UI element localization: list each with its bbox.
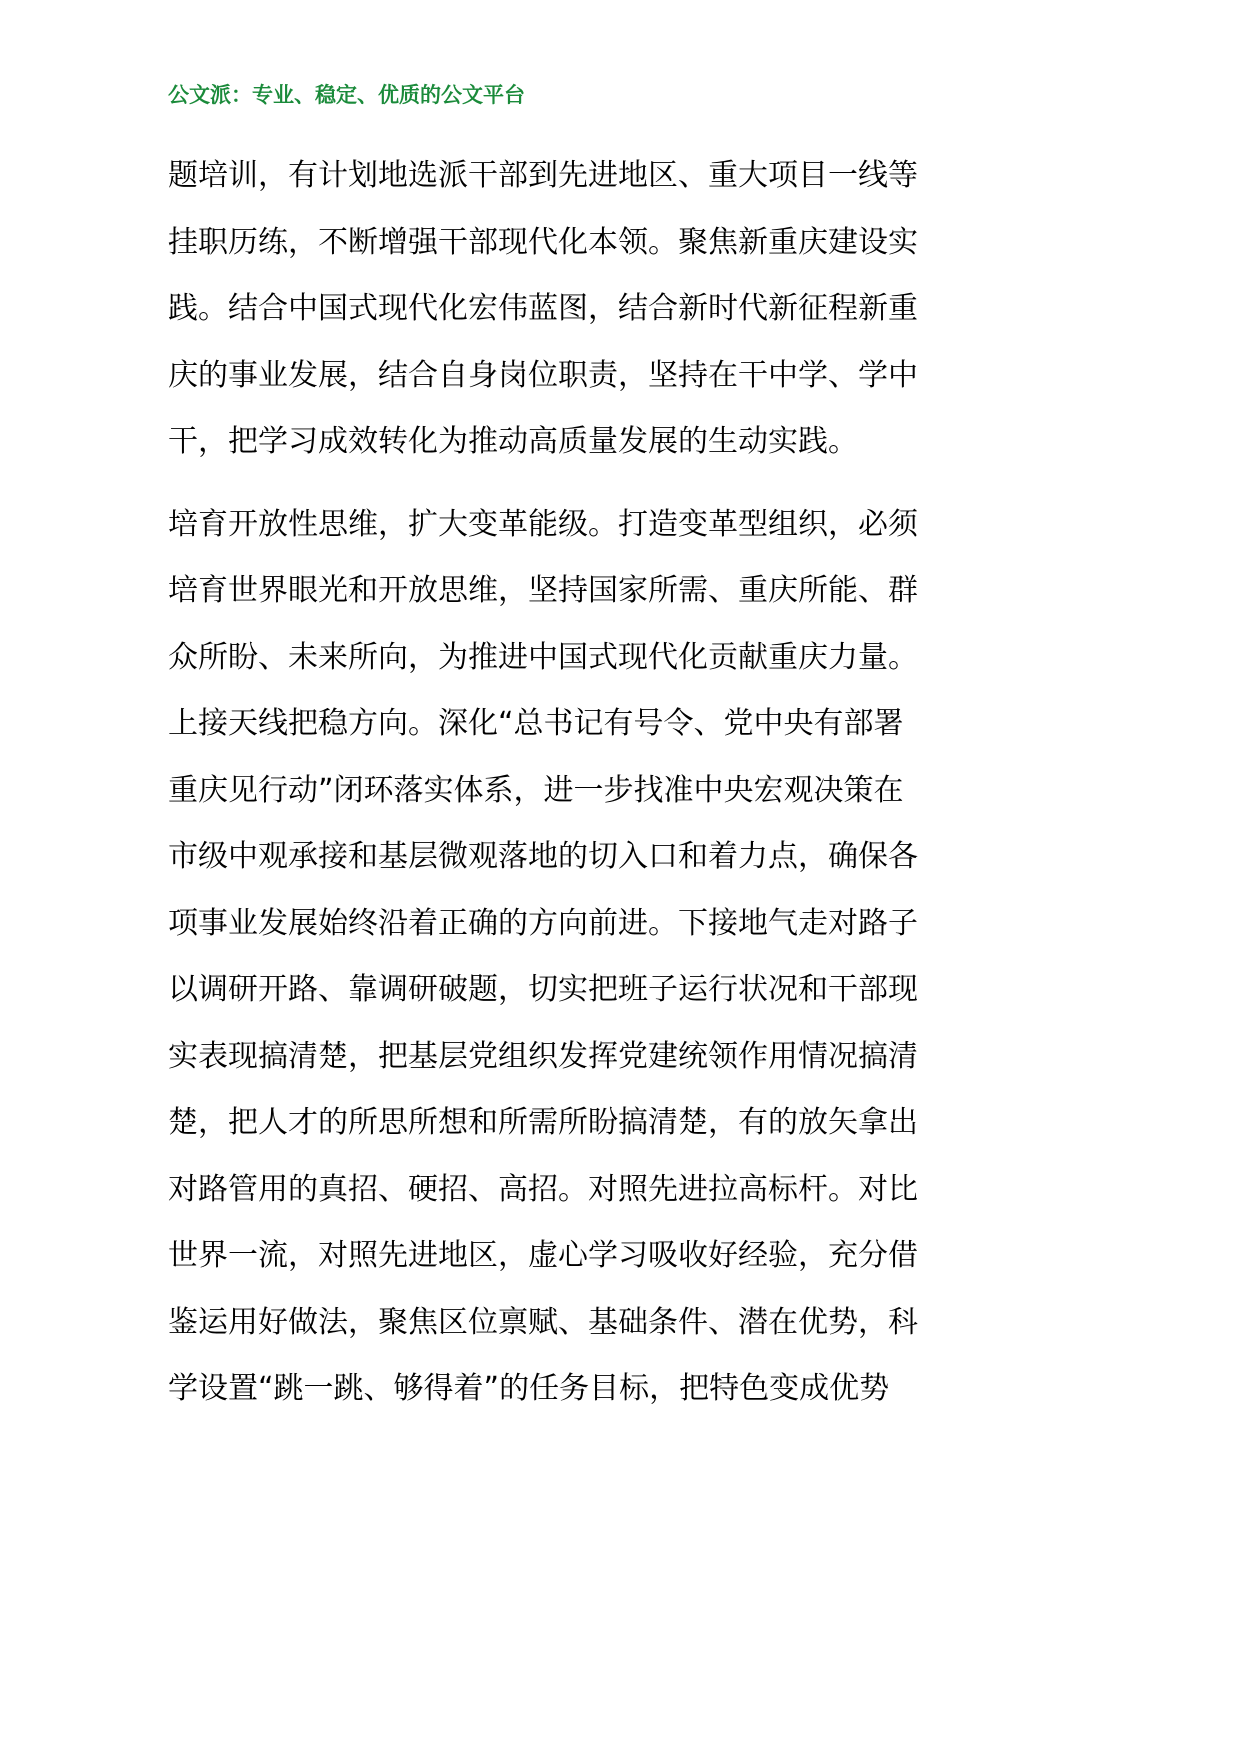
paragraph-2 (168, 492, 958, 1423)
paragraph-spacer (168, 476, 958, 492)
text-line: 干，把学习成效转化为推动高质量发展的生动实践。 (168, 424, 858, 459)
text-line: 题培训，有计划地选派干部到先进地区、重大项目一线等 (168, 158, 918, 193)
text-line: 众所盼、未来所向，为推进中国式现代化贡献重庆力量。 (168, 639, 918, 675)
text-line: 鉴运用好做法，聚焦区位禀赋、基础条件、潜在优势，科 (168, 1304, 918, 1340)
text-line: 市级中观承接和基层微观落地的切入口和着力点，确保各 (168, 839, 918, 874)
text-line: 培育世界眼光和开放思维，坚持国家所需、重庆所能、群 (168, 573, 918, 608)
text-line: 实表现搞清楚，把基层党组织发挥党建统领作用情况搞清 (168, 1038, 918, 1074)
paragraph-1 (168, 143, 958, 476)
text-line: 对路管用的真招、硬招、高招。对照先进拉高标杆。对比 (168, 1171, 918, 1207)
text-line: 世界一流，对照先进地区，虚心学习吸收好经验，充分借 (168, 1238, 918, 1273)
text-line: 挂职历练，不断增强干部现代化本领。聚焦新重庆建设实 (168, 224, 918, 260)
text-line: 庆的事业发展，结合自身岗位职责，坚持在干中学、学中 (168, 357, 918, 393)
text-line: 学设置“跳一跳、够得着”的任务目标，把特色变成优势 (168, 1371, 890, 1406)
page-header: 公文派：专业、稳定、优质的公文平台 (168, 83, 525, 107)
text-line: 上接天线把稳方向。深化“总书记有号令、党中央有部署 (168, 706, 904, 741)
document-body (168, 143, 958, 1423)
text-line: 践。结合中国式现代化宏伟蓝图，结合新时代新征程新重 (168, 291, 918, 326)
text-line: 重庆见行动”闭环落实体系，进一步找准中央宏观决策在 (168, 772, 904, 808)
text-line: 项事业发展始终沿着正确的方向前进。下接地气走对路子 (168, 905, 918, 941)
text-line: 楚，把人才的所思所想和所需所盼搞清楚，有的放矢拿出 (168, 1105, 918, 1140)
text-line: 以调研开路、靠调研破题，切实把班子运行状况和干部现 (168, 972, 918, 1007)
text-line: 培育开放性思维，扩大变革能级。打造变革型组织，必须 (168, 506, 918, 542)
